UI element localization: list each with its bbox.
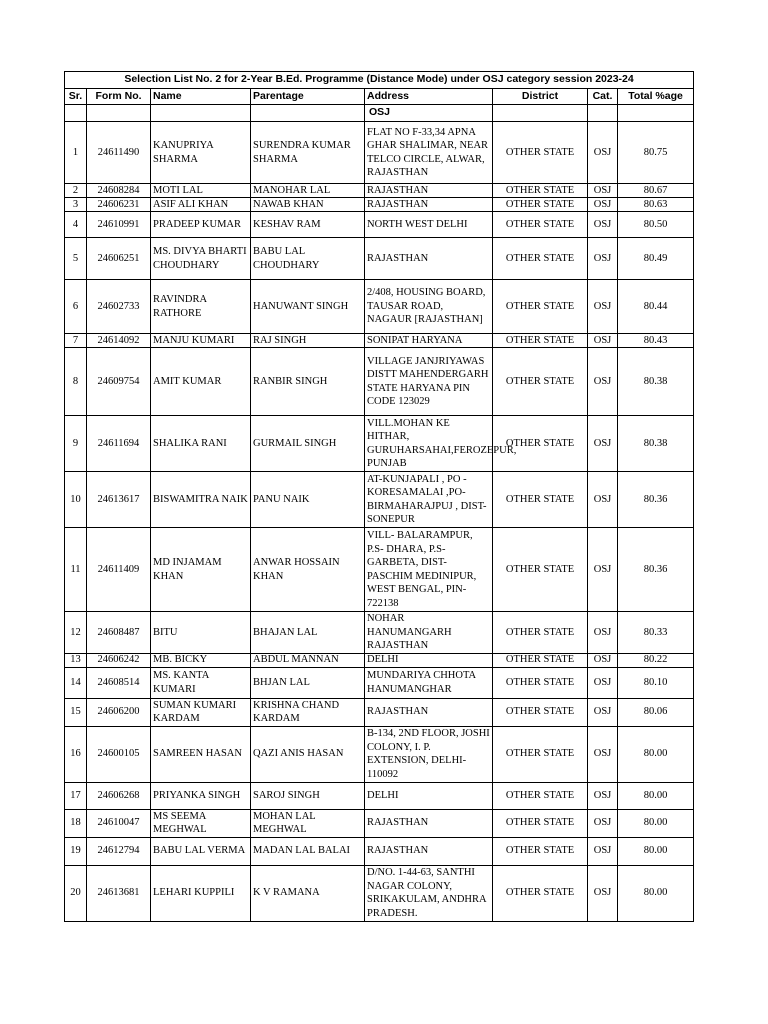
cell-district: OTHER STATE: [493, 667, 588, 698]
cell-sr: 10: [65, 472, 87, 528]
cell-parentage: K V RAMANA: [251, 865, 365, 921]
cell-category: OSJ: [588, 865, 618, 921]
cell-sr: 19: [65, 837, 87, 865]
cell-sr: 3: [65, 198, 87, 212]
col-header-district: District: [493, 89, 588, 105]
cell-category: OSJ: [588, 809, 618, 837]
cell-total-percentage: 80.06: [618, 698, 694, 726]
col-header-parentage: Parentage: [251, 89, 365, 105]
cell-name: MD INJAMAM KHAN: [151, 528, 251, 612]
col-header-sr: Sr.: [65, 89, 87, 105]
cell-district: OTHER STATE: [493, 726, 588, 782]
cell-address: AT-KUNJAPALI , PO - KORESAMALAI ,PO- BIRMAHARAJPUJ , DIST- SONEPUR: [365, 472, 493, 528]
cell-form-no: 24608487: [87, 612, 151, 654]
cell-category: OSJ: [588, 653, 618, 667]
table-row: [65, 198, 694, 212]
table-row: [65, 865, 694, 921]
cell-name: RAVINDRA RATHORE: [151, 280, 251, 334]
cell-parentage: BHAJAN LAL: [251, 612, 365, 654]
cell-parentage: MADAN LAL BALAI: [251, 837, 365, 865]
cell-name: MS. KANTA KUMARI: [151, 667, 251, 698]
cell-category: OSJ: [588, 612, 618, 654]
table-row: [65, 612, 694, 654]
cell-district: OTHER STATE: [493, 698, 588, 726]
cell-address: RAJASTHAN: [365, 837, 493, 865]
table-row: [65, 528, 694, 612]
cell-total-percentage: 80.75: [618, 122, 694, 184]
cell-parentage: BABU LAL CHOUDHARY: [251, 238, 365, 280]
cell-sr: 4: [65, 212, 87, 238]
cell-form-no: 24606268: [87, 782, 151, 809]
cell-address: FLAT NO F-33,34 APNA GHAR SHALIMAR, NEAR TELCO CIRCLE, ALWAR, RAJASTHAN: [365, 122, 493, 184]
cell-total-percentage: 80.00: [618, 726, 694, 782]
table-row: [65, 782, 694, 809]
cell-parentage: KESHAV RAM: [251, 212, 365, 238]
cell-category: OSJ: [588, 184, 618, 198]
cell-district: OTHER STATE: [493, 612, 588, 654]
cell-parentage: SURENDRA KUMAR SHARMA: [251, 122, 365, 184]
cell-parentage: RANBIR SINGH: [251, 348, 365, 416]
table-row: [65, 653, 694, 667]
cell-form-no: 24613617: [87, 472, 151, 528]
cell-name: BABU LAL VERMA: [151, 837, 251, 865]
table-row: [65, 416, 694, 472]
col-header-name: Name: [151, 89, 251, 105]
table-row: [65, 238, 694, 280]
cell-total-percentage: 80.00: [618, 809, 694, 837]
table-row: [65, 667, 694, 698]
cell-address: RAJASTHAN: [365, 238, 493, 280]
cell-form-no: 24611694: [87, 416, 151, 472]
cell-parentage: SAROJ SINGH: [251, 782, 365, 809]
cell-district: OTHER STATE: [493, 809, 588, 837]
cell-sr: 7: [65, 334, 87, 348]
cell-category: OSJ: [588, 348, 618, 416]
cell-district: OTHER STATE: [493, 782, 588, 809]
table-row: [65, 809, 694, 837]
cell-district: OTHER STATE: [493, 238, 588, 280]
cell-address: RAJASTHAN: [365, 698, 493, 726]
table-row: [65, 726, 694, 782]
cell-form-no: 24612794: [87, 837, 151, 865]
cell-form-no: 24610991: [87, 212, 151, 238]
table-row: [65, 212, 694, 238]
cell-category: OSJ: [588, 726, 618, 782]
cell-address: NORTH WEST DELHI: [365, 212, 493, 238]
cell-sr: 11: [65, 528, 87, 612]
table-row: [65, 472, 694, 528]
document-title: Selection List No. 2 for 2-Year B.Ed. Programme (Distance Mode) under OSJ category session 2023-24: [65, 72, 694, 89]
cell-district: OTHER STATE: [493, 280, 588, 334]
cell-name: MB. BICKY: [151, 653, 251, 667]
cell-name: SUMAN KUMARI KARDAM: [151, 698, 251, 726]
cell-district: OTHER STATE: [493, 334, 588, 348]
cell-total-percentage: 80.38: [618, 416, 694, 472]
cell-form-no: 24606231: [87, 198, 151, 212]
cell-parentage: KRISHNA CHAND KARDAM: [251, 698, 365, 726]
cell-sr: 1: [65, 122, 87, 184]
cell-total-percentage: 80.44: [618, 280, 694, 334]
cell-district: OTHER STATE: [493, 184, 588, 198]
cell-form-no: 24613681: [87, 865, 151, 921]
col-header-address: Address: [365, 89, 493, 105]
cell-total-percentage: 80.49: [618, 238, 694, 280]
cell-sr: 2: [65, 184, 87, 198]
cell-total-percentage: 80.43: [618, 334, 694, 348]
cell-form-no: 24611409: [87, 528, 151, 612]
cell-total-percentage: 80.36: [618, 472, 694, 528]
cell-district: OTHER STATE: [493, 865, 588, 921]
cell-name: MANJU KUMARI: [151, 334, 251, 348]
cell-category: OSJ: [588, 334, 618, 348]
cell-district: OTHER STATE: [493, 528, 588, 612]
cell-total-percentage: 80.00: [618, 837, 694, 865]
cell-form-no: 24602733: [87, 280, 151, 334]
cell-total-percentage: 80.50: [618, 212, 694, 238]
cell-name: MOTI LAL: [151, 184, 251, 198]
cell-address: DELHI: [365, 653, 493, 667]
cell-address: VILLAGE JANJRIYAWAS DISTT MAHENDERGARH STATE HARYANA PIN CODE 123029: [365, 348, 493, 416]
cell-form-no: 24606251: [87, 238, 151, 280]
cell-form-no: 24608284: [87, 184, 151, 198]
cell-total-percentage: 80.00: [618, 865, 694, 921]
cell-address: RAJASTHAN: [365, 809, 493, 837]
cell-address: D/NO. 1-44-63, SANTHI NAGAR COLONY, SRIKAKULAM, ANDHRA PRADESH.: [365, 865, 493, 921]
cell-total-percentage: 80.63: [618, 198, 694, 212]
cell-sr: 16: [65, 726, 87, 782]
cell-address: RAJASTHAN: [365, 184, 493, 198]
cell-parentage: ANWAR HOSSAIN KHAN: [251, 528, 365, 612]
cell-address: VILL- BALARAMPUR, P.S- DHARA, P.S- GARBETA, DIST- PASCHIM MEDINIPUR, WEST BENGAL, PIN- 722138: [365, 528, 493, 612]
cell-parentage: QAZI ANIS HASAN: [251, 726, 365, 782]
cell-category: OSJ: [588, 212, 618, 238]
cell-name: BISWAMITRA NAIK: [151, 472, 251, 528]
cell-address: DELHI: [365, 782, 493, 809]
section-row: [65, 105, 694, 122]
cell-sr: 6: [65, 280, 87, 334]
cell-address: MUNDARIYA CHHOTA HANUMANGHAR: [365, 667, 493, 698]
cell-category: OSJ: [588, 416, 618, 472]
cell-sr: 8: [65, 348, 87, 416]
table-row: [65, 348, 694, 416]
cell-sr: 15: [65, 698, 87, 726]
cell-address: B-134, 2ND FLOOR, JOSHI COLONY, I. P. EXTENSION, DELHI- 110092: [365, 726, 493, 782]
cell-form-no: 24606242: [87, 653, 151, 667]
column-header-row: [65, 89, 694, 105]
cell-name: MS SEEMA MEGHWAL: [151, 809, 251, 837]
cell-form-no: 24614092: [87, 334, 151, 348]
cell-sr: 9: [65, 416, 87, 472]
cell-address: SONIPAT HARYANA: [365, 334, 493, 348]
section-label: OSJ: [365, 105, 493, 122]
cell-parentage: BHJAN LAL: [251, 667, 365, 698]
cell-name: BITU: [151, 612, 251, 654]
col-header-total-percentage: Total %age: [618, 89, 694, 105]
cell-form-no: 24608514: [87, 667, 151, 698]
cell-sr: 12: [65, 612, 87, 654]
cell-sr: 17: [65, 782, 87, 809]
cell-name: LEHARI KUPPILI: [151, 865, 251, 921]
cell-category: OSJ: [588, 472, 618, 528]
cell-name: ASIF ALI KHAN: [151, 198, 251, 212]
cell-total-percentage: 80.36: [618, 528, 694, 612]
cell-parentage: RAJ SINGH: [251, 334, 365, 348]
cell-category: OSJ: [588, 782, 618, 809]
cell-district: OTHER STATE: [493, 837, 588, 865]
cell-parentage: NAWAB KHAN: [251, 198, 365, 212]
cell-category: OSJ: [588, 238, 618, 280]
cell-sr: 5: [65, 238, 87, 280]
cell-address: 2/408, HOUSING BOARD, TAUSAR ROAD, NAGAUR [RAJASTHAN]: [365, 280, 493, 334]
cell-form-no: 24600105: [87, 726, 151, 782]
table-row: [65, 837, 694, 865]
cell-parentage: MANOHAR LAL: [251, 184, 365, 198]
cell-district: OTHER STATE: [493, 416, 588, 472]
cell-address: VILL.MOHAN KE HITHAR, GURUHARSAHAI,FEROZEPUR, PUNJAB: [365, 416, 493, 472]
cell-district: OTHER STATE: [493, 122, 588, 184]
cell-total-percentage: 80.22: [618, 653, 694, 667]
cell-form-no: 24611490: [87, 122, 151, 184]
cell-district: OTHER STATE: [493, 212, 588, 238]
cell-district: OTHER STATE: [493, 348, 588, 416]
cell-sr: 20: [65, 865, 87, 921]
col-header-form-no: Form No.: [87, 89, 151, 105]
cell-form-no: 24609754: [87, 348, 151, 416]
cell-parentage: HANUWANT SINGH: [251, 280, 365, 334]
cell-total-percentage: 80.38: [618, 348, 694, 416]
cell-address: NOHAR HANUMANGARH RAJASTHAN: [365, 612, 493, 654]
cell-sr: 13: [65, 653, 87, 667]
cell-form-no: 24610047: [87, 809, 151, 837]
table-row: [65, 184, 694, 198]
cell-total-percentage: 80.00: [618, 782, 694, 809]
col-header-category: Cat.: [588, 89, 618, 105]
cell-form-no: 24606200: [87, 698, 151, 726]
cell-name: SHALIKA RANI: [151, 416, 251, 472]
cell-name: KANUPRIYA SHARMA: [151, 122, 251, 184]
cell-total-percentage: 80.10: [618, 667, 694, 698]
cell-district: OTHER STATE: [493, 472, 588, 528]
cell-category: OSJ: [588, 198, 618, 212]
cell-parentage: MOHAN LAL MEGHWAL: [251, 809, 365, 837]
cell-address: RAJASTHAN: [365, 198, 493, 212]
cell-category: OSJ: [588, 122, 618, 184]
cell-parentage: GURMAIL SINGH: [251, 416, 365, 472]
cell-total-percentage: 80.67: [618, 184, 694, 198]
cell-name: MS. DIVYA BHARTI CHOUDHARY: [151, 238, 251, 280]
table-row: [65, 280, 694, 334]
cell-sr: 18: [65, 809, 87, 837]
cell-name: PRADEEP KUMAR: [151, 212, 251, 238]
cell-district: OTHER STATE: [493, 198, 588, 212]
cell-name: SAMREEN HASAN: [151, 726, 251, 782]
cell-parentage: PANU NAIK: [251, 472, 365, 528]
cell-district: OTHER STATE: [493, 653, 588, 667]
cell-total-percentage: 80.33: [618, 612, 694, 654]
cell-category: OSJ: [588, 698, 618, 726]
cell-sr: 14: [65, 667, 87, 698]
cell-category: OSJ: [588, 667, 618, 698]
selection-list-table: [64, 71, 694, 922]
table-row: [65, 122, 694, 184]
cell-category: OSJ: [588, 837, 618, 865]
cell-name: AMIT KUMAR: [151, 348, 251, 416]
table-row: [65, 334, 694, 348]
table-row: [65, 698, 694, 726]
cell-category: OSJ: [588, 280, 618, 334]
cell-category: OSJ: [588, 528, 618, 612]
cell-parentage: ABDUL MANNAN: [251, 653, 365, 667]
cell-name: PRIYANKA SINGH: [151, 782, 251, 809]
